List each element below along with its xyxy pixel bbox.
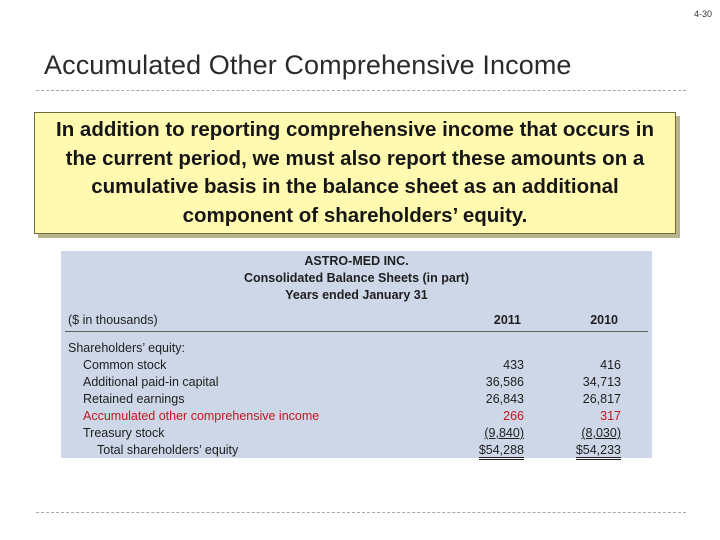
value-2011: (9,840) [484,426,524,440]
header-rule [65,331,648,332]
row-label: Additional paid-in capital [83,375,219,389]
balance-sheet-excerpt [61,251,652,458]
value-2010: 34,713 [582,375,621,389]
value-2011: $54,288 [479,443,524,460]
table-row [61,426,652,442]
column-header-2011: 2011 [493,313,521,327]
footer-divider [36,512,686,513]
company-name: ASTRO-MED INC. [304,254,409,268]
row-label: Treasury stock [83,426,165,440]
statement-title: Consolidated Balance Sheets (in part) [243,271,470,285]
statement-period: Years ended January 31 [285,288,428,302]
title-divider [36,90,686,91]
table-row [61,375,652,391]
table-row [61,358,652,374]
table-row [61,392,652,408]
slide-title: Accumulated Other Comprehensive Income [44,50,572,80]
callout-box [34,112,676,234]
units-label: ($ in thousands) [68,313,158,327]
value-2011: 433 [503,358,524,372]
column-header-2010: 2010 [590,313,618,327]
row-label: Total shareholders’ equity [97,443,239,457]
section-label: Shareholders’ equity: [68,341,185,355]
value-2010: $54,233 [576,443,621,460]
page-number: 4-30 [693,9,712,19]
callout-text: In addition to reporting comprehensive income that occurs in the current period, we must also report these amounts on a cumulative basis in the balance sheet as an additional component of shareholders’ equity. [56,118,654,227]
table-row-total [61,443,652,459]
row-label: Retained earnings [83,392,185,406]
value-2011: 36,586 [485,375,524,389]
value-2010: 26,817 [582,392,621,406]
row-label: Common stock [83,358,167,372]
value-2010: 317 [600,409,621,423]
value-2011: 26,843 [485,392,524,406]
value-2011: 266 [503,409,524,423]
table-row-highlighted [61,409,652,425]
value-2010: (8,030) [581,426,621,440]
value-2010: 416 [600,358,621,372]
row-label: Accumulated other comprehensive income [83,409,320,423]
